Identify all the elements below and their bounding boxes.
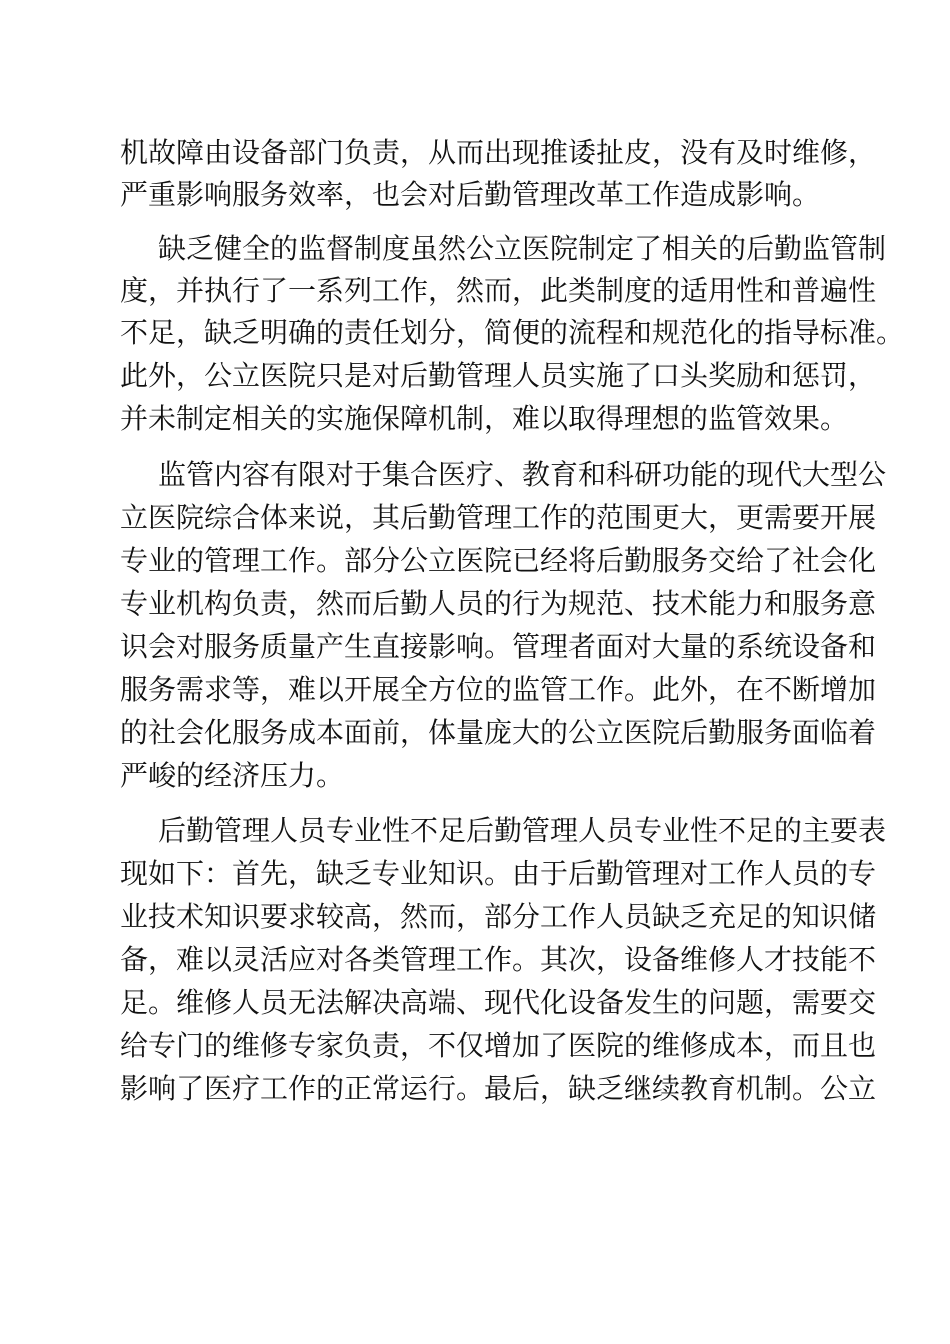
text-line: 足。维修人员无法解决高端、现代化设备发生的问题，需要交 (120, 986, 877, 1019)
text-line: 严峻的经济压力。 (120, 759, 345, 792)
text-line: 专业的管理工作。部分公立医院已经将后勤服务交给了社会化 (120, 544, 877, 577)
text-line: 监管内容有限对于集合医疗、教育和科研功能的现代大型公 (158, 458, 887, 491)
text-line: 的社会化服务成本面前，体量庞大的公立医院后勤服务面临着 (120, 716, 877, 749)
text-line: 备，难以灵活应对各类管理工作。其次，设备维修人才技能不 (120, 943, 877, 976)
text-line: 此外，公立医院只是对后勤管理人员实施了口头奖励和惩罚， (120, 359, 877, 392)
text-line: 专业机构负责，然而后勤人员的行为规范、技术能力和服务意 (120, 587, 877, 620)
text-line: 机故障由设备部门负责，从而出现推诿扯皮，没有及时维修， (120, 136, 877, 169)
text-line: 缺乏健全的监督制度虽然公立医院制定了相关的后勤监管制 (158, 232, 887, 265)
text-line: 不足，缺乏明确的责任划分，简便的流程和规范化的指导标准。 (120, 316, 905, 349)
text-line: 给专门的维修专家负责，不仅增加了医院的维修成本，而且也 (120, 1029, 877, 1062)
text-line: 服务需求等，难以开展全方位的监管工作。此外，在不断增加 (120, 673, 877, 706)
text-line: 度，并执行了一系列工作，然而，此类制度的适用性和普遍性 (120, 274, 877, 307)
text-line: 现如下：首先，缺乏专业知识。由于后勤管理对工作人员的专 (120, 857, 877, 890)
text-line: 业技术知识要求较高，然而，部分工作人员缺乏充足的知识储 (120, 900, 877, 933)
text-line: 严重影响服务效率，也会对后勤管理改革工作造成影响。 (120, 178, 821, 211)
text-line: 后勤管理人员专业性不足后勤管理人员专业性不足的主要表 (158, 814, 887, 847)
text-line: 并未制定相关的实施保障机制，难以取得理想的监管效果。 (120, 402, 849, 435)
text-line: 识会对服务质量产生直接影响。管理者面对大量的系统设备和 (120, 630, 877, 663)
text-line: 影响了医疗工作的正常运行。最后，缺乏继续教育机制。公立 (120, 1072, 877, 1105)
text-line: 立医院综合体来说，其后勤管理工作的范围更大，更需要开展 (120, 501, 877, 534)
